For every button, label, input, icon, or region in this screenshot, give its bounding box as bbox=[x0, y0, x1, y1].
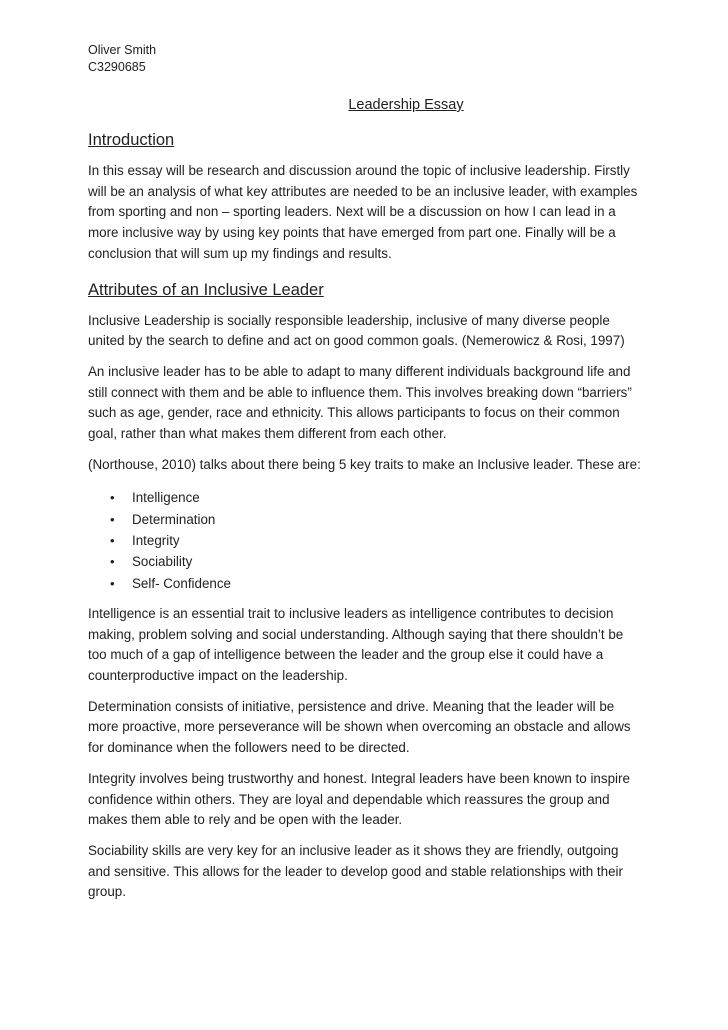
list-item bbox=[108, 509, 644, 530]
intelligence-paragraph: Intelligence is an essential trait to inclusive leaders as intelligence contributes to decision making, problem solving and social understanding. Although saying that there shouldn’t be too much of a gap of intelligence between the leader and the group else it could have a counterproductive impact on the leadership. bbox=[88, 605, 624, 684]
document-body bbox=[88, 42, 644, 903]
bullet-icon: • bbox=[110, 533, 115, 549]
trait-label: Self- Confidence bbox=[132, 575, 231, 591]
list-item bbox=[108, 530, 644, 551]
sociability-paragraph: Sociability skills are very key for an inclusive leader as it shows they are friendly, outgoing and sensitive. This allows for the leader to develop good and stable relationships with their group. bbox=[88, 842, 623, 900]
student-id: C3290685 bbox=[88, 60, 146, 74]
document-title: Leadership Essay bbox=[348, 97, 464, 113]
trait-label: Intelligence bbox=[132, 490, 200, 506]
traits-intro-paragraph: (Northouse, 2010) talks about there being 5 key traits to make an Inclusive leader. These are: bbox=[88, 456, 641, 472]
author-name: Oliver Smith bbox=[88, 43, 157, 57]
list-item bbox=[108, 573, 644, 594]
section-heading-introduction: Introduction bbox=[88, 131, 175, 149]
trait-label: Determination bbox=[132, 511, 216, 527]
bullet-icon: • bbox=[110, 575, 115, 591]
trait-label: Sociability bbox=[132, 554, 193, 570]
list-item bbox=[108, 487, 644, 508]
definition-paragraph: Inclusive Leadership is socially responsible leadership, inclusive of many diverse people united by the search to define and act on good common goals. (Nemerowicz & Rosi, 1997) bbox=[88, 312, 625, 349]
traits-list bbox=[88, 487, 644, 593]
integrity-paragraph: Integrity involves being trustworthy and honest. Integral leaders have been known to inspire confidence within others. They are loyal and dependable which reassures the group and makes them able to rely and be open with the leader. bbox=[88, 770, 630, 828]
bullet-icon: • bbox=[110, 554, 115, 570]
section-heading-attributes: Attributes of an Inclusive Leader bbox=[88, 280, 324, 299]
bullet-icon: • bbox=[110, 511, 115, 527]
determination-paragraph: Determination consists of initiative, persistence and drive. Meaning that the leader will be more proactive, more perseverance will be shown when overcoming an obstacle and allows for dominance when the followers need to be directed. bbox=[88, 698, 631, 756]
intro-paragraph: In this essay will be research and discussion around the topic of inclusive leadership. Firstly will be an analysis of what key attributes are needed to be an inclusive leader, with examples from sporting and non – sporting leaders. Next will be a discussion on how I can lead in a more inclusive way by using key points that have emerged from part one. Finally will be a conclusion that will sum up my findings and results. bbox=[88, 163, 638, 261]
trait-label: Integrity bbox=[132, 533, 180, 549]
adaptability-paragraph: An inclusive leader has to be able to adapt to many different individuals background life and still connect with them and be able to influence them. This involves breaking down “barriers” such as age, gender, race and ethnicity. This allows participants to focus on their common goal, rather than what makes them different from each other. bbox=[88, 363, 632, 442]
bullet-icon: • bbox=[110, 490, 115, 506]
list-item bbox=[108, 551, 644, 572]
